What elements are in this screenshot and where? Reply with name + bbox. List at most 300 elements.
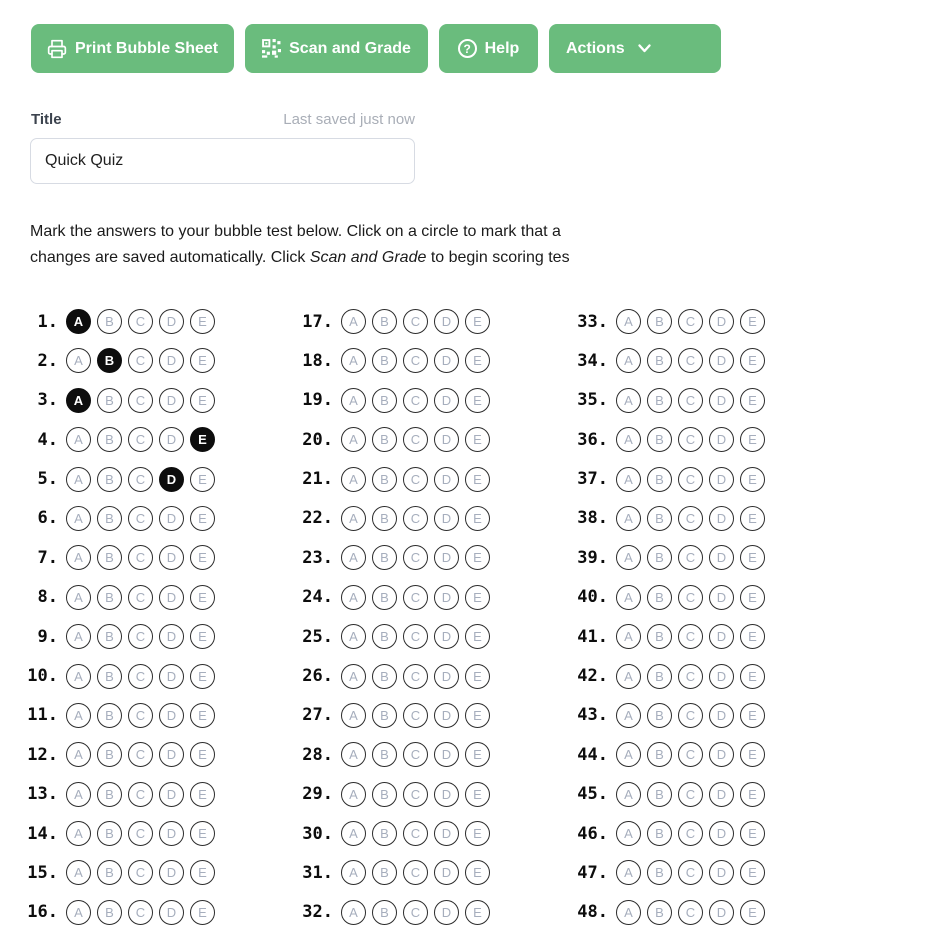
bubble-12-E[interactable]: E [190, 742, 215, 767]
bubble-28-E[interactable]: E [465, 742, 490, 767]
bubble-35-A[interactable]: A [616, 388, 641, 413]
question-number-36: 36. [577, 429, 608, 450]
bubble-23-E[interactable]: E [465, 545, 490, 570]
bubble-2-C[interactable]: C [128, 348, 153, 373]
title-input[interactable] [30, 138, 415, 184]
bubble-31-B[interactable]: B [372, 860, 397, 885]
question-column [570, 309, 765, 923]
bubble-11-E[interactable]: E [190, 703, 215, 728]
bubble-44-E[interactable]: E [740, 742, 765, 767]
bubble-12-C[interactable]: C [128, 742, 153, 767]
bubble-11-B[interactable]: B [97, 703, 122, 728]
bubble-4-A[interactable]: A [66, 427, 91, 452]
bubble-23-A[interactable]: A [341, 545, 366, 570]
bubble-19-D[interactable]: D [434, 388, 459, 413]
bubble-43-E[interactable]: E [740, 703, 765, 728]
bubble-44-D[interactable]: D [709, 742, 734, 767]
bubble-17-A[interactable]: A [341, 309, 366, 334]
bubble-37-E[interactable]: E [740, 467, 765, 492]
bubble-4-D[interactable]: D [159, 427, 184, 452]
bubble-3-B[interactable]: B [97, 388, 122, 413]
bubble-3-D[interactable]: D [159, 388, 184, 413]
question-number-25: 25. [302, 626, 333, 647]
bubble-42-E[interactable]: E [740, 664, 765, 689]
bubble-15-A[interactable]: A [66, 860, 91, 885]
question-number-6: 6. [37, 508, 58, 529]
question-number-29: 29. [302, 784, 333, 805]
question-row-21 [295, 467, 490, 492]
bubble-38-C[interactable]: C [678, 506, 703, 531]
bubble-20-C[interactable]: C [403, 427, 428, 452]
bubble-46-D[interactable]: D [709, 821, 734, 846]
bubble-30-D[interactable]: D [434, 821, 459, 846]
help-button[interactable] [439, 24, 538, 73]
save-status: Last saved just now [283, 111, 415, 128]
question-row-31 [295, 860, 490, 885]
bubble-18-D[interactable]: D [434, 348, 459, 373]
bubble-6-E[interactable]: E [190, 506, 215, 531]
question-number-48: 48. [577, 902, 608, 923]
bubble-45-D[interactable]: D [709, 782, 734, 807]
bubble-38-E[interactable]: E [740, 506, 765, 531]
bubble-33-B[interactable]: B [647, 309, 672, 334]
bubble-46-B[interactable]: B [647, 821, 672, 846]
bubble-19-B[interactable]: B [372, 388, 397, 413]
bubble-7-C[interactable]: C [128, 545, 153, 570]
bubble-44-C[interactable]: C [678, 742, 703, 767]
bubble-19-E[interactable]: E [465, 388, 490, 413]
bubble-41-D[interactable]: D [709, 624, 734, 649]
bubble-16-A[interactable]: A [66, 900, 91, 925]
bubble-2-A[interactable]: A [66, 348, 91, 373]
bubble-41-E[interactable]: E [740, 624, 765, 649]
bubble-options-7 [66, 545, 215, 570]
chevron-down-icon [638, 44, 651, 53]
bubble-options-3 [66, 388, 215, 413]
bubble-35-E[interactable]: E [740, 388, 765, 413]
bubble-options-22 [341, 506, 490, 531]
bubble-45-B[interactable]: B [647, 782, 672, 807]
bubble-48-C[interactable]: C [678, 900, 703, 925]
bubble-43-D[interactable]: D [709, 703, 734, 728]
bubble-options-31 [341, 860, 490, 885]
bubble-28-C[interactable]: C [403, 742, 428, 767]
bubble-48-D[interactable]: D [709, 900, 734, 925]
bubble-25-E[interactable]: E [465, 624, 490, 649]
bubble-32-B[interactable]: B [372, 900, 397, 925]
bubble-20-B[interactable]: B [372, 427, 397, 452]
bubble-34-B[interactable]: B [647, 348, 672, 373]
bubble-32-E[interactable]: E [465, 900, 490, 925]
bubble-16-E[interactable]: E [190, 900, 215, 925]
bubble-15-D[interactable]: D [159, 860, 184, 885]
bubble-36-B[interactable]: B [647, 427, 672, 452]
bubble-32-A[interactable]: A [341, 900, 366, 925]
bubble-39-A[interactable]: A [616, 545, 641, 570]
bubble-8-E[interactable]: E [190, 585, 215, 610]
bubble-1-C[interactable]: C [128, 309, 153, 334]
bubble-7-B[interactable]: B [97, 545, 122, 570]
bubble-24-E[interactable]: E [465, 585, 490, 610]
bubble-29-B[interactable]: B [372, 782, 397, 807]
bubble-42-D[interactable]: D [709, 664, 734, 689]
bubble-28-D[interactable]: D [434, 742, 459, 767]
bubble-37-D[interactable]: D [709, 467, 734, 492]
bubble-34-A[interactable]: A [616, 348, 641, 373]
bubble-47-E[interactable]: E [740, 860, 765, 885]
bubble-options-48 [616, 900, 765, 925]
question-number-40: 40. [577, 587, 608, 608]
bubble-45-E[interactable]: E [740, 782, 765, 807]
bubble-41-C[interactable]: C [678, 624, 703, 649]
bubble-20-E[interactable]: E [465, 427, 490, 452]
bubble-33-E[interactable]: E [740, 309, 765, 334]
bubble-1-E[interactable]: E [190, 309, 215, 334]
bubble-21-E[interactable]: E [465, 467, 490, 492]
bubble-options-16 [66, 900, 215, 925]
bubble-40-B[interactable]: B [647, 585, 672, 610]
question-row-39 [570, 545, 765, 570]
bubble-40-C[interactable]: C [678, 585, 703, 610]
question-row-1 [20, 309, 215, 334]
bubble-18-B[interactable]: B [372, 348, 397, 373]
qr-code-icon [262, 39, 281, 58]
bubble-34-C[interactable]: C [678, 348, 703, 373]
bubble-40-D[interactable]: D [709, 585, 734, 610]
bubble-15-B[interactable]: B [97, 860, 122, 885]
bubble-30-C[interactable]: C [403, 821, 428, 846]
bubble-43-B[interactable]: B [647, 703, 672, 728]
bubble-38-B[interactable]: B [647, 506, 672, 531]
bubble-17-D[interactable]: D [434, 309, 459, 334]
bubble-35-D[interactable]: D [709, 388, 734, 413]
question-row-47 [570, 860, 765, 885]
bubble-7-E[interactable]: E [190, 545, 215, 570]
bubble-39-E[interactable]: E [740, 545, 765, 570]
help-label: Help [484, 39, 520, 57]
bubble-41-B[interactable]: B [647, 624, 672, 649]
bubble-36-C[interactable]: C [678, 427, 703, 452]
bubble-14-A[interactable]: A [66, 821, 91, 846]
bubble-29-C[interactable]: C [403, 782, 428, 807]
bubble-21-A[interactable]: A [341, 467, 366, 492]
bubble-37-A[interactable]: A [616, 467, 641, 492]
question-number-11: 11. [27, 705, 58, 726]
bubble-26-A[interactable]: A [341, 664, 366, 689]
bubble-15-E[interactable]: E [190, 860, 215, 885]
bubble-28-A[interactable]: A [341, 742, 366, 767]
bubble-47-C[interactable]: C [678, 860, 703, 885]
bubble-9-C[interactable]: C [128, 624, 153, 649]
actions-button[interactable] [549, 24, 721, 73]
bubble-22-A[interactable]: A [341, 506, 366, 531]
bubble-27-D[interactable]: D [434, 703, 459, 728]
bubble-13-A[interactable]: A [66, 782, 91, 807]
bubble-13-B[interactable]: B [97, 782, 122, 807]
bubble-42-B[interactable]: B [647, 664, 672, 689]
bubble-17-C[interactable]: C [403, 309, 428, 334]
bubble-48-B[interactable]: B [647, 900, 672, 925]
bubble-24-B[interactable]: B [372, 585, 397, 610]
bubble-24-A[interactable]: A [341, 585, 366, 610]
bubble-26-B[interactable]: B [372, 664, 397, 689]
bubble-46-A[interactable]: A [616, 821, 641, 846]
bubble-13-D[interactable]: D [159, 782, 184, 807]
bubble-40-A[interactable]: A [616, 585, 641, 610]
bubble-5-D[interactable]: D [159, 467, 184, 492]
bubble-2-D[interactable]: D [159, 348, 184, 373]
bubble-26-E[interactable]: E [465, 664, 490, 689]
question-row-2 [20, 348, 215, 373]
bubble-27-E[interactable]: E [465, 703, 490, 728]
question-number-2: 2. [37, 350, 58, 371]
bubble-40-E[interactable]: E [740, 585, 765, 610]
bubble-45-C[interactable]: C [678, 782, 703, 807]
bubble-30-E[interactable]: E [465, 821, 490, 846]
bubble-16-C[interactable]: C [128, 900, 153, 925]
question-row-35 [570, 388, 765, 413]
bubble-2-B[interactable]: B [97, 348, 122, 373]
bubble-22-C[interactable]: C [403, 506, 428, 531]
bubble-48-E[interactable]: E [740, 900, 765, 925]
title-label: Title [31, 111, 62, 128]
bubble-27-C[interactable]: C [403, 703, 428, 728]
bubble-10-D[interactable]: D [159, 664, 184, 689]
bubble-23-D[interactable]: D [434, 545, 459, 570]
bubble-13-E[interactable]: E [190, 782, 215, 807]
bubble-options-29 [341, 782, 490, 807]
bubble-2-E[interactable]: E [190, 348, 215, 373]
bubble-14-D[interactable]: D [159, 821, 184, 846]
bubble-39-D[interactable]: D [709, 545, 734, 570]
bubble-41-A[interactable]: A [616, 624, 641, 649]
bubble-23-C[interactable]: C [403, 545, 428, 570]
instructions [30, 219, 930, 271]
bubble-5-B[interactable]: B [97, 467, 122, 492]
question-row-9 [20, 624, 215, 649]
instructions-line2-post: to begin scoring tes [426, 249, 570, 266]
bubble-47-B[interactable]: B [647, 860, 672, 885]
bubble-11-D[interactable]: D [159, 703, 184, 728]
bubble-33-A[interactable]: A [616, 309, 641, 334]
question-number-8: 8. [37, 587, 58, 608]
bubble-16-D[interactable]: D [159, 900, 184, 925]
bubble-21-B[interactable]: B [372, 467, 397, 492]
bubble-21-D[interactable]: D [434, 467, 459, 492]
bubble-5-C[interactable]: C [128, 467, 153, 492]
bubble-8-B[interactable]: B [97, 585, 122, 610]
bubble-29-D[interactable]: D [434, 782, 459, 807]
bubble-22-B[interactable]: B [372, 506, 397, 531]
bubble-14-C[interactable]: C [128, 821, 153, 846]
bubble-22-E[interactable]: E [465, 506, 490, 531]
bubble-18-A[interactable]: A [341, 348, 366, 373]
question-row-28 [295, 742, 490, 767]
question-row-13 [20, 782, 215, 807]
bubble-3-E[interactable]: E [190, 388, 215, 413]
question-row-19 [295, 388, 490, 413]
bubble-5-A[interactable]: A [66, 467, 91, 492]
question-row-37 [570, 467, 765, 492]
bubble-options-5 [66, 467, 215, 492]
bubble-16-B[interactable]: B [97, 900, 122, 925]
bubble-1-D[interactable]: D [159, 309, 184, 334]
bubble-6-B[interactable]: B [97, 506, 122, 531]
bubble-1-A[interactable]: A [66, 309, 91, 334]
bubble-15-C[interactable]: C [128, 860, 153, 885]
bubble-9-D[interactable]: D [159, 624, 184, 649]
bubble-26-D[interactable]: D [434, 664, 459, 689]
bubble-47-D[interactable]: D [709, 860, 734, 885]
bubble-35-C[interactable]: C [678, 388, 703, 413]
bubble-32-D[interactable]: D [434, 900, 459, 925]
bubble-22-D[interactable]: D [434, 506, 459, 531]
question-row-41 [570, 624, 765, 649]
bubble-3-C[interactable]: C [128, 388, 153, 413]
scan-and-grade-button[interactable] [245, 24, 428, 73]
bubble-17-B[interactable]: B [372, 309, 397, 334]
question-number-23: 23. [302, 547, 333, 568]
bubble-37-B[interactable]: B [647, 467, 672, 492]
bubble-21-C[interactable]: C [403, 467, 428, 492]
bubble-6-A[interactable]: A [66, 506, 91, 531]
bubble-10-C[interactable]: C [128, 664, 153, 689]
bubble-42-A[interactable]: A [616, 664, 641, 689]
bubble-37-C[interactable]: C [678, 467, 703, 492]
bubble-39-B[interactable]: B [647, 545, 672, 570]
bubble-options-39 [616, 545, 765, 570]
bubble-options-24 [341, 585, 490, 610]
question-number-26: 26. [302, 666, 333, 687]
bubble-27-A[interactable]: A [341, 703, 366, 728]
bubble-10-E[interactable]: E [190, 664, 215, 689]
bubble-30-B[interactable]: B [372, 821, 397, 846]
bubble-9-A[interactable]: A [66, 624, 91, 649]
bubble-36-E[interactable]: E [740, 427, 765, 452]
bubble-35-B[interactable]: B [647, 388, 672, 413]
bubble-25-A[interactable]: A [341, 624, 366, 649]
bubble-6-D[interactable]: D [159, 506, 184, 531]
bubble-7-A[interactable]: A [66, 545, 91, 570]
bubble-36-A[interactable]: A [616, 427, 641, 452]
bubble-32-C[interactable]: C [403, 900, 428, 925]
bubble-43-A[interactable]: A [616, 703, 641, 728]
bubble-6-C[interactable]: C [128, 506, 153, 531]
bubble-14-E[interactable]: E [190, 821, 215, 846]
bubble-43-C[interactable]: C [678, 703, 703, 728]
bubble-12-B[interactable]: B [97, 742, 122, 767]
bubble-12-D[interactable]: D [159, 742, 184, 767]
bubble-31-C[interactable]: C [403, 860, 428, 885]
bubble-31-D[interactable]: D [434, 860, 459, 885]
bubble-9-B[interactable]: B [97, 624, 122, 649]
bubble-options-6 [66, 506, 215, 531]
bubble-20-D[interactable]: D [434, 427, 459, 452]
bubble-28-B[interactable]: B [372, 742, 397, 767]
bubble-7-D[interactable]: D [159, 545, 184, 570]
bubble-46-E[interactable]: E [740, 821, 765, 846]
bubble-25-B[interactable]: B [372, 624, 397, 649]
bubble-3-A[interactable]: A [66, 388, 91, 413]
bubble-10-A[interactable]: A [66, 664, 91, 689]
bubble-11-C[interactable]: C [128, 703, 153, 728]
bubble-options-19 [341, 388, 490, 413]
bubble-4-B[interactable]: B [97, 427, 122, 452]
bubble-34-D[interactable]: D [709, 348, 734, 373]
bubble-44-A[interactable]: A [616, 742, 641, 767]
bubble-18-C[interactable]: C [403, 348, 428, 373]
bubble-14-B[interactable]: B [97, 821, 122, 846]
question-row-20 [295, 427, 490, 452]
bubble-42-C[interactable]: C [678, 664, 703, 689]
question-row-12 [20, 742, 215, 767]
bubble-19-C[interactable]: C [403, 388, 428, 413]
instructions-line1: Mark the answers to your bubble test below. Click on a circle to mark that a [30, 223, 561, 240]
bubble-48-A[interactable]: A [616, 900, 641, 925]
bubble-44-B[interactable]: B [647, 742, 672, 767]
question-number-14: 14. [27, 823, 58, 844]
bubble-25-C[interactable]: C [403, 624, 428, 649]
bubble-4-C[interactable]: C [128, 427, 153, 452]
bubble-34-E[interactable]: E [740, 348, 765, 373]
bubble-29-A[interactable]: A [341, 782, 366, 807]
question-row-25 [295, 624, 490, 649]
print-bubble-sheet-button[interactable] [31, 24, 234, 73]
bubble-33-C[interactable]: C [678, 309, 703, 334]
bubble-38-D[interactable]: D [709, 506, 734, 531]
question-row-10 [20, 664, 215, 689]
bubble-8-D[interactable]: D [159, 585, 184, 610]
bubble-9-E[interactable]: E [190, 624, 215, 649]
bubble-27-B[interactable]: B [372, 703, 397, 728]
question-number-3: 3. [37, 390, 58, 411]
bubble-46-C[interactable]: C [678, 821, 703, 846]
question-number-10: 10. [27, 666, 58, 687]
bubble-10-B[interactable]: B [97, 664, 122, 689]
bubble-4-E[interactable]: E [190, 427, 215, 452]
bubble-25-D[interactable]: D [434, 624, 459, 649]
bubble-31-E[interactable]: E [465, 860, 490, 885]
bubble-47-A[interactable]: A [616, 860, 641, 885]
bubble-5-E[interactable]: E [190, 467, 215, 492]
bubble-8-C[interactable]: C [128, 585, 153, 610]
bubble-24-C[interactable]: C [403, 585, 428, 610]
bubble-19-A[interactable]: A [341, 388, 366, 413]
bubble-31-A[interactable]: A [341, 860, 366, 885]
bubble-20-A[interactable]: A [341, 427, 366, 452]
bubble-29-E[interactable]: E [465, 782, 490, 807]
bubble-26-C[interactable]: C [403, 664, 428, 689]
bubble-17-E[interactable]: E [465, 309, 490, 334]
question-number-35: 35. [577, 390, 608, 411]
bubble-38-A[interactable]: A [616, 506, 641, 531]
bubble-23-B[interactable]: B [372, 545, 397, 570]
bubble-30-A[interactable]: A [341, 821, 366, 846]
bubble-options-11 [66, 703, 215, 728]
bubble-12-A[interactable]: A [66, 742, 91, 767]
bubble-13-C[interactable]: C [128, 782, 153, 807]
bubble-45-A[interactable]: A [616, 782, 641, 807]
bubble-8-A[interactable]: A [66, 585, 91, 610]
bubble-18-E[interactable]: E [465, 348, 490, 373]
bubble-11-A[interactable]: A [66, 703, 91, 728]
bubble-39-C[interactable]: C [678, 545, 703, 570]
bubble-options-27 [341, 703, 490, 728]
bubble-24-D[interactable]: D [434, 585, 459, 610]
bubble-1-B[interactable]: B [97, 309, 122, 334]
bubble-33-D[interactable]: D [709, 309, 734, 334]
bubble-36-D[interactable]: D [709, 427, 734, 452]
